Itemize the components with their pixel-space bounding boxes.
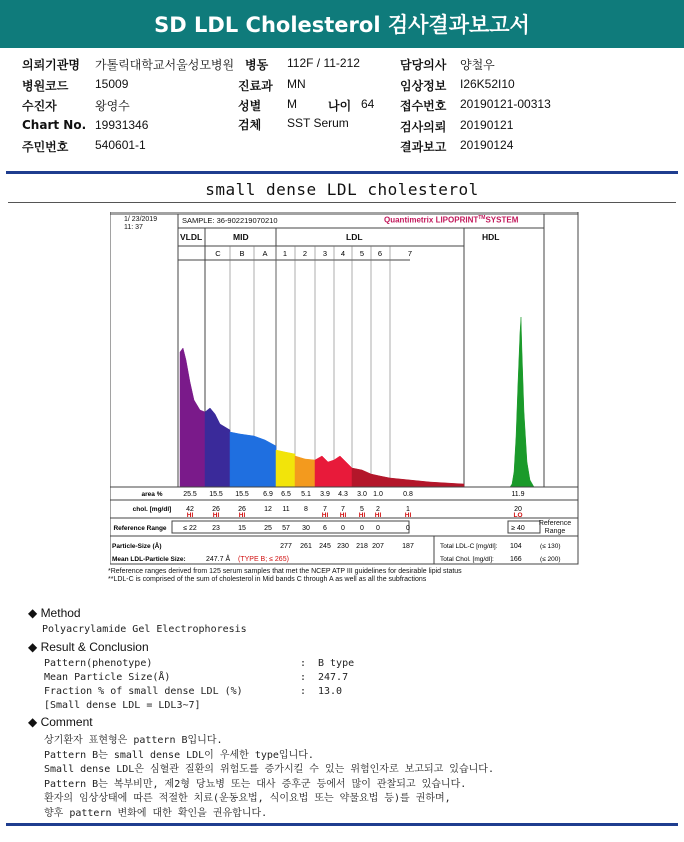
row-label-chol: chol. [mg/dl]	[132, 506, 172, 513]
request-label: 검사의뢰	[400, 120, 447, 134]
band-label: 6	[377, 249, 383, 258]
result-value: B type	[318, 658, 355, 669]
ref-range-value: ≤ 22	[183, 525, 197, 532]
area-pct-value: 15.5	[235, 491, 249, 498]
chol-value: 20	[514, 506, 522, 513]
section-title: small dense LDL cholesterol	[205, 180, 479, 199]
area-pct-value: 1.0	[373, 491, 383, 498]
comment-line: Pattern B는 복부비만, 제2형 당뇨병 또는 대사 증후군 등에서 많이 관찰되고 있습니다.	[44, 778, 467, 790]
total-ldl-value: 104	[510, 543, 522, 550]
chol-value: 8	[304, 506, 308, 513]
area-pct-value: 3.9	[320, 491, 330, 498]
chol-flag: HI	[238, 512, 246, 519]
ref-range-value: 23	[212, 525, 220, 532]
clinical-value: I26K52I10	[460, 77, 515, 91]
chart-value: 19931346	[95, 118, 149, 132]
reception-value: 20190121-00313	[460, 97, 551, 111]
ref-range-value: 57	[282, 525, 290, 532]
band-label: B	[239, 249, 245, 258]
total-ldl-label: Total LDL-C [mg/dl]:	[440, 543, 498, 550]
ref-range-value: ≥ 40	[511, 525, 525, 532]
section-rule	[8, 202, 676, 203]
chol-flag: HI	[374, 512, 382, 519]
report-date-value: 20190124	[460, 138, 514, 152]
specimen-label: 검체	[238, 118, 262, 132]
method-heading: ◆ Method	[28, 606, 81, 620]
comment-line: Small dense LDL은 심혈관 질환의 위험도를 증가시킬 수 있는 위험인자로 보고되고 있습니다.	[44, 764, 494, 775]
row-label-mean: Mean LDL-Particle Size:	[112, 556, 186, 563]
ref-range-side-label: Reference Range	[538, 520, 572, 535]
result-label: Fraction % of small dense LDL (%)	[44, 686, 243, 697]
area-pct-value: 6.5	[281, 491, 291, 498]
ref-range-value: 25	[264, 525, 272, 532]
chart-sample: SAMPLE: 36-902219070210	[182, 216, 278, 225]
trace-segment	[295, 456, 315, 487]
particle-size-value: 230	[337, 543, 349, 550]
total-chol-ref: (≤ 200)	[540, 556, 561, 563]
ref-range-value: 0	[406, 525, 410, 532]
patient-label: 수진자	[22, 99, 57, 113]
chart-brand: Quantimetrix LIPOPRINT™SYSTEM	[384, 215, 519, 225]
particle-size-value: 187	[402, 543, 414, 550]
chol-flag: HI	[186, 512, 194, 519]
chol-flag: HI	[358, 512, 366, 519]
result-label: Pattern(phenotype)	[44, 658, 153, 669]
chol-value: 26	[212, 506, 220, 513]
ref-range-value: 6	[323, 525, 327, 532]
divider-top	[6, 171, 678, 174]
area-pct-value: 6.9	[263, 491, 273, 498]
report-date-label: 결과보고	[400, 140, 447, 154]
result-value: 247.7	[318, 672, 349, 683]
row-label-size: Particle-Size (Å)	[112, 543, 162, 550]
chol-value: 42	[186, 506, 194, 513]
particle-size-value: 218	[356, 543, 368, 550]
mean-size-value: 247.7 Å	[206, 556, 231, 563]
band-label: 1	[282, 249, 288, 258]
method-text: Polyacrylamide Gel Electrophoresis	[42, 624, 247, 635]
row-label-area: area %	[141, 491, 163, 498]
hospital-label: 의뢰기관명	[22, 58, 80, 72]
ref-range-value: 15	[238, 525, 246, 532]
result-colon: :	[300, 686, 307, 697]
chart-label: Chart No.	[22, 118, 87, 132]
area-pct-value: 0.8	[403, 491, 413, 498]
chol-value: 7	[323, 506, 327, 513]
particle-size-value: 277	[280, 543, 292, 550]
comment-line: Pattern B는 small dense LDL이 우세한 type입니다.	[44, 749, 314, 761]
patient-value: 왕영수	[95, 99, 130, 113]
reception-label: 접수번호	[400, 99, 447, 113]
chol-value: 5	[360, 506, 364, 513]
result-label: [Small dense LDL = LDL3~7]	[44, 700, 201, 711]
band-label: 3	[322, 249, 328, 258]
area-pct-value: 4.3	[338, 491, 348, 498]
chol-flag: HI	[404, 512, 412, 519]
group-vldl: VLDL	[180, 232, 203, 242]
chol-value: 2	[376, 506, 380, 513]
band-label: 7	[407, 249, 413, 258]
chol-value: 26	[238, 506, 246, 513]
chol-value: 7	[341, 506, 345, 513]
footnote-2: **LDL-C is comprised of the sum of cholesterol in Mid bands C through A as well as all the subfractions	[108, 576, 427, 583]
footnote-1: *Reference ranges derived from 125 serum samples that met the NCEP ATP III guidelines for desirable lipid status	[108, 568, 462, 575]
mean-type-value: (TYPE B; ≤ 265)	[238, 556, 289, 563]
age-value: 64	[361, 97, 375, 111]
chart-date: 1/ 23/2019	[124, 216, 158, 223]
particle-size-value: 207	[372, 543, 384, 550]
area-pct-value: 25.5	[183, 491, 197, 498]
code-value: 15009	[95, 77, 129, 91]
total-chol-label: Total Chol. [mg/dl]:	[440, 556, 494, 563]
total-ldl-ref: (≤ 130)	[540, 543, 561, 550]
group-mid: MID	[233, 232, 249, 242]
band-label: A	[262, 249, 268, 258]
chol-value: 11	[282, 506, 290, 513]
band-label: 2	[302, 249, 308, 258]
report-title: SD LDL Cholesterol 검사결과보고서	[0, 0, 684, 48]
sex-value: M	[287, 97, 297, 111]
band-label: 5	[359, 249, 365, 258]
ward-value: 112F / 11-212	[287, 56, 360, 70]
request-value: 20190121	[460, 118, 514, 132]
dept-label: 진료과	[238, 79, 273, 93]
id-label: 주민번호	[22, 140, 69, 154]
ward-label: 병동	[245, 58, 269, 72]
band-label: C	[215, 249, 221, 258]
result-value: 13.0	[318, 686, 343, 697]
result-colon: :	[300, 672, 307, 683]
doctor-value: 양철우	[460, 58, 495, 72]
ref-range-value: 0	[360, 525, 364, 532]
area-pct-value: 3.0	[357, 491, 367, 498]
area-pct-value: 5.1	[301, 491, 311, 498]
hospital-value: 가톨릭대학교서울성모병원	[95, 58, 235, 72]
doctor-label: 담당의사	[400, 58, 447, 72]
clinical-label: 임상정보	[400, 79, 447, 93]
ref-range-value: 0	[341, 525, 345, 532]
trace-segment	[276, 450, 295, 487]
comment-heading: ◆ Comment	[28, 715, 93, 729]
divider-bottom	[6, 823, 678, 826]
lipoprint-chart	[110, 212, 580, 592]
result-label: Mean Particle Size(Å)	[44, 672, 171, 683]
ref-range-value: 30	[302, 525, 310, 532]
id-value: 540601-1	[95, 138, 146, 152]
comment-line: 환자의 임상상태에 따른 적절한 치료(운동요법, 식이요법 또는 약물요법 등)를 권하며,	[44, 793, 451, 804]
chol-flag: LO	[513, 512, 523, 519]
band-label: 4	[340, 249, 346, 258]
area-pct-value: 11.9	[511, 491, 525, 498]
particle-size-value: 245	[319, 543, 331, 550]
particle-size-value: 261	[300, 543, 312, 550]
comment-line: 향후 pattern 변화에 대한 확인을 권유합니다.	[44, 807, 268, 819]
result-heading: ◆ Result & Conclusion	[28, 640, 149, 654]
comment-line: 상기환자 표현형은 pattern B입니다.	[44, 735, 223, 746]
chol-value: 12	[264, 506, 272, 513]
ref-range-value: 0	[376, 525, 380, 532]
sex-label: 성별	[238, 99, 262, 113]
area-pct-value: 15.5	[209, 491, 223, 498]
age-label: 나이	[328, 99, 352, 113]
result-colon: :	[300, 658, 307, 669]
dept-value: MN	[287, 77, 306, 91]
row-label-ref: Reference Range	[113, 525, 167, 532]
code-label: 병원코드	[22, 79, 69, 93]
chol-flag: HI	[212, 512, 220, 519]
chart-time: 11: 37	[124, 224, 143, 231]
total-chol-value: 166	[510, 556, 522, 563]
group-ldl: LDL	[346, 232, 363, 242]
specimen-value: SST Serum	[287, 116, 349, 130]
chol-flag: HI	[321, 512, 329, 519]
chol-value: 1	[406, 506, 410, 513]
group-hdl: HDL	[482, 232, 500, 242]
chol-flag: HI	[339, 512, 347, 519]
